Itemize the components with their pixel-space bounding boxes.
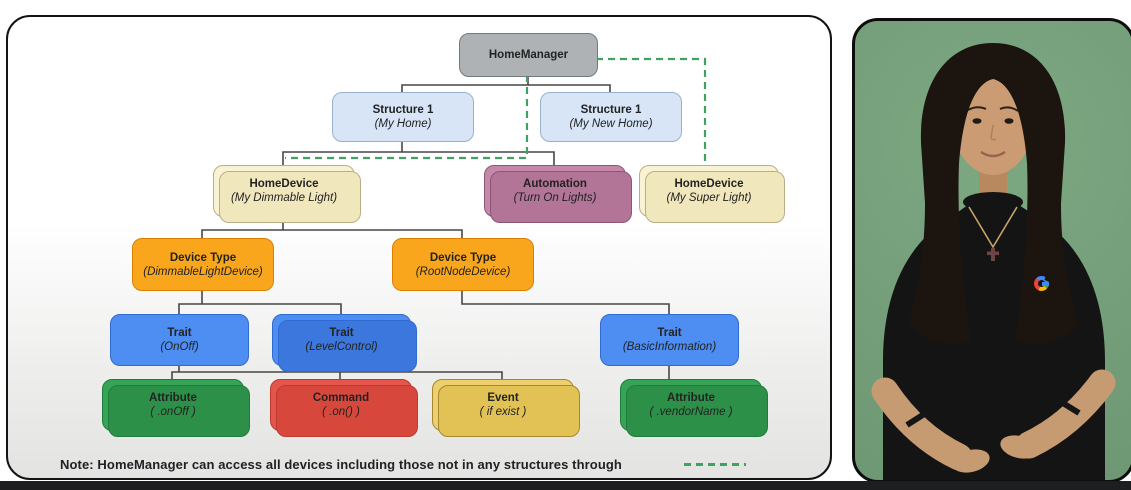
node-subtitle: (My New Home) bbox=[569, 118, 653, 130]
node-title: Device Type bbox=[169, 251, 237, 264]
node-subtitle: (Turn On Lights) bbox=[513, 192, 597, 204]
node-structure-my-home bbox=[332, 92, 474, 142]
node-subtitle: (RootNodeDevice) bbox=[415, 265, 511, 278]
node-trait-levelcontrol bbox=[272, 314, 411, 366]
node-subtitle: (DimmableLightDevice) bbox=[143, 265, 263, 278]
node-title: Trait bbox=[167, 327, 192, 339]
architecture-diagram-panel bbox=[6, 15, 832, 480]
node-title: HomeManager bbox=[488, 49, 569, 61]
node-subtitle: (My Dimmable Light) bbox=[230, 192, 338, 204]
node-title: Attribute bbox=[667, 392, 715, 404]
node-devicetype-rootnodedevice bbox=[392, 238, 534, 291]
node-structure-my-new-home bbox=[540, 92, 682, 142]
node-title: Command bbox=[312, 392, 370, 404]
diagram-footnote bbox=[60, 457, 746, 472]
presenter-illustration bbox=[855, 21, 1131, 480]
node-trait-onoff bbox=[110, 314, 249, 366]
node-homemanager bbox=[459, 33, 598, 77]
node-subtitle: (My Super Light) bbox=[666, 192, 752, 204]
node-subtitle: (BasicInformation) bbox=[622, 341, 717, 353]
node-subtitle: (My Home) bbox=[374, 118, 432, 130]
node-homedevice-super-light bbox=[639, 165, 779, 217]
node-title: HomeDevice bbox=[249, 178, 319, 190]
dashed-line-legend-swatch bbox=[684, 463, 746, 466]
node-event-if-exist bbox=[432, 379, 574, 431]
video-letterbox-bar bbox=[0, 481, 1131, 490]
node-title: HomeDevice bbox=[674, 178, 744, 190]
tshirt-neckline bbox=[963, 192, 1023, 212]
node-subtitle: ( .vendorName ) bbox=[649, 406, 733, 418]
node-subtitle: (OnOff) bbox=[160, 341, 199, 353]
node-title: Trait bbox=[329, 327, 354, 339]
node-subtitle: ( .onOff ) bbox=[150, 406, 196, 418]
google-g-logo bbox=[1034, 276, 1049, 291]
node-subtitle: (LevelControl) bbox=[305, 341, 378, 353]
node-homedevice-dimmable-light bbox=[213, 165, 355, 217]
node-title: Attribute bbox=[149, 392, 197, 404]
presenter-video-panel bbox=[852, 18, 1131, 483]
node-title: Event bbox=[487, 392, 519, 404]
node-subtitle: ( .on() ) bbox=[322, 406, 360, 418]
node-title: Trait bbox=[657, 327, 682, 339]
node-command-on bbox=[270, 379, 412, 431]
node-title: Structure 1 bbox=[372, 104, 434, 116]
node-title: Structure 1 bbox=[580, 104, 642, 116]
node-devicetype-dimmablelightdevice bbox=[132, 238, 274, 291]
node-attribute-vendorname bbox=[620, 379, 762, 431]
node-trait-basicinformation bbox=[600, 314, 739, 366]
node-title: Automation bbox=[523, 178, 587, 190]
node-subtitle: ( if exist ) bbox=[479, 406, 527, 418]
google-g-bar bbox=[1042, 282, 1049, 286]
node-attribute-onoff bbox=[102, 379, 244, 431]
node-automation-turn-on-lights bbox=[484, 165, 626, 217]
footnote-text: Note: HomeManager can access all devices including those not in any structures through bbox=[60, 457, 622, 472]
node-title: Device Type bbox=[429, 251, 497, 264]
